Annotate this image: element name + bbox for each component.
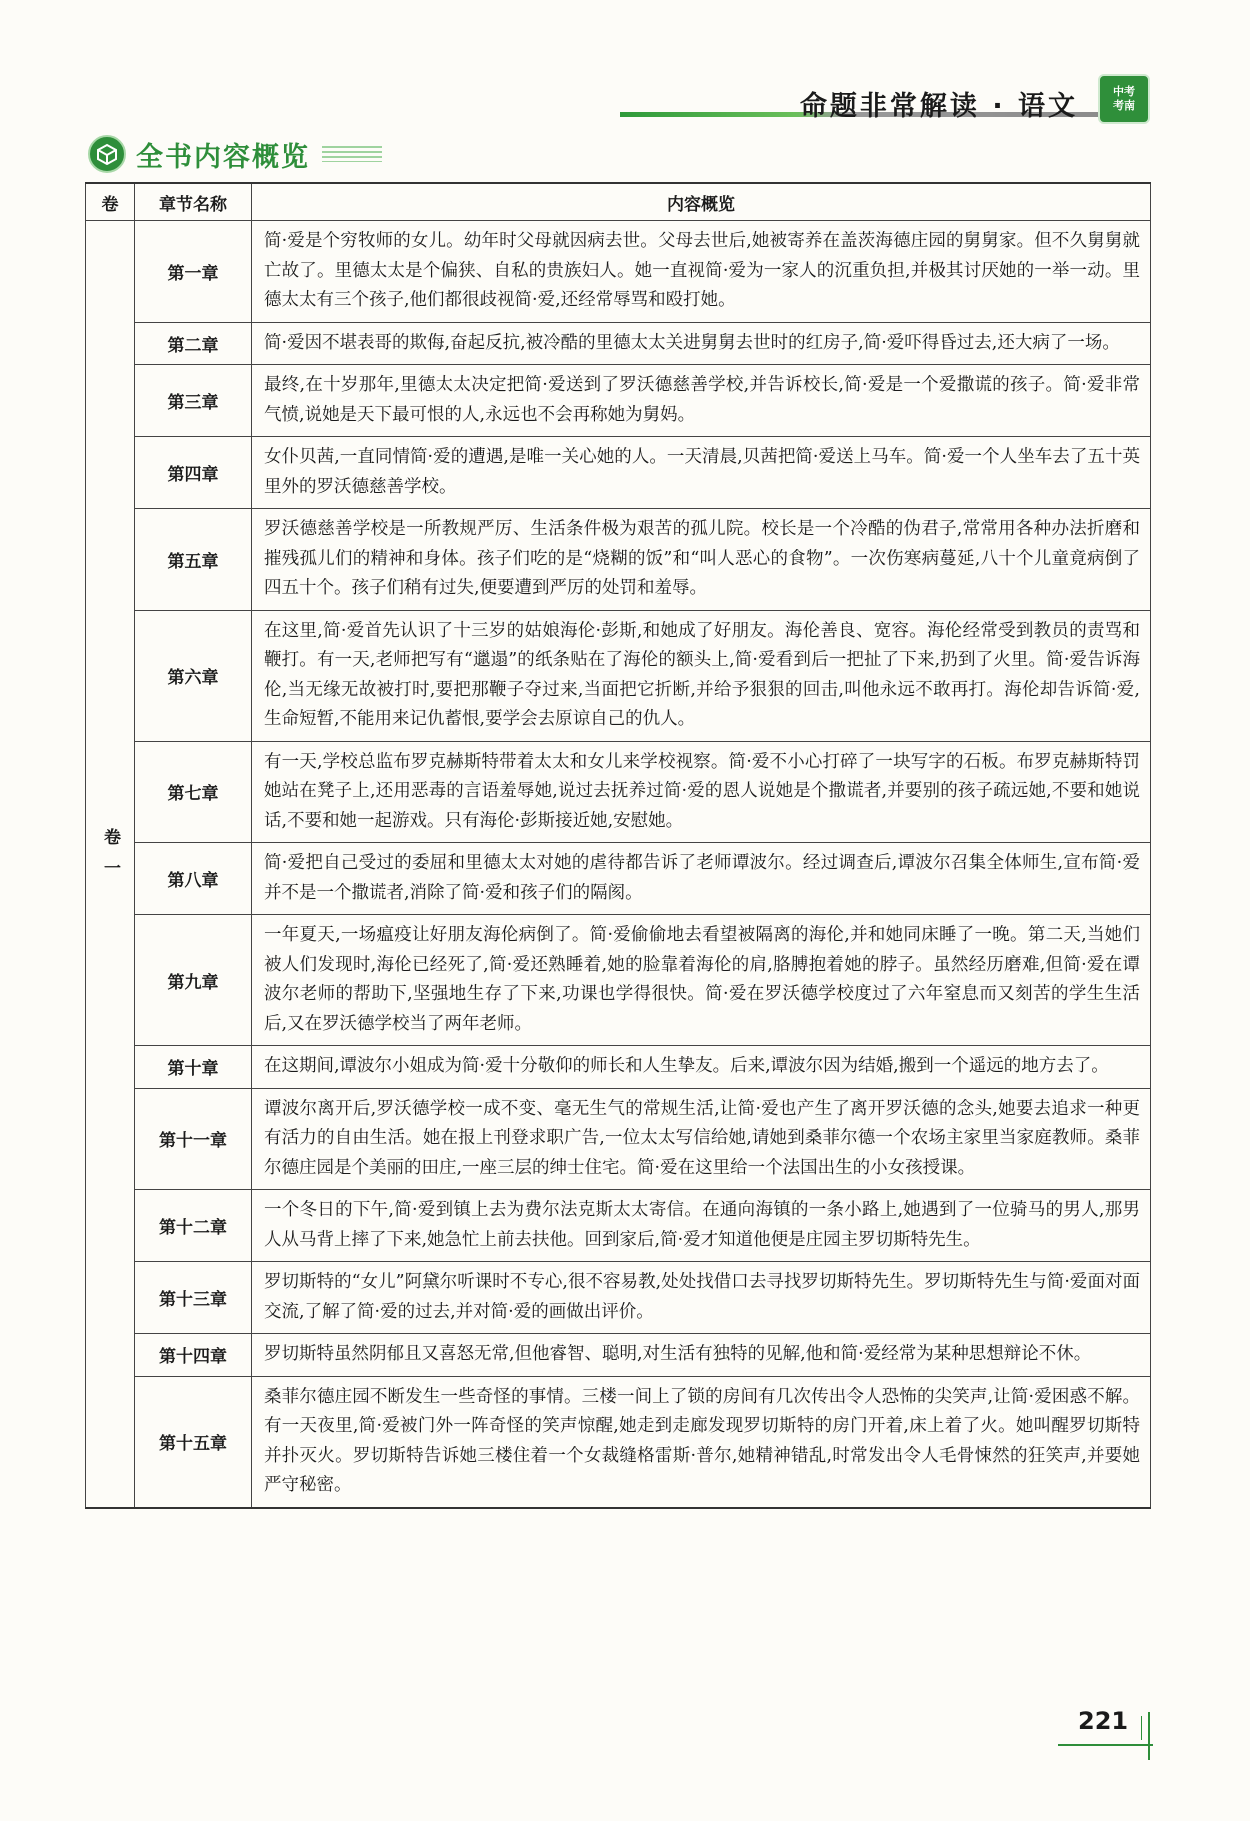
- chapter-summary: 简·爱因不堪表哥的欺侮,奋起反抗,被冷酷的里德太太关进舅舅去世时的红房子,简·爱吓得昏过去,还大病了一场。: [252, 322, 1151, 365]
- table-row: [86, 437, 1151, 509]
- volume-label: 卷一: [100, 827, 120, 890]
- section-decoration: [322, 146, 382, 162]
- table-row: [86, 843, 1151, 915]
- chapter-name: 第一章: [135, 221, 252, 323]
- chapter-summary: 女仆贝茜,一直同情简·爱的遭遇,是唯一关心她的人。一天清晨,贝茜把简·爱送上马车。简·爱一个人坐车去了五十英里外的罗沃德慈善学校。: [252, 437, 1151, 509]
- table-row: [86, 610, 1151, 741]
- chapter-name: 第十四章: [135, 1334, 252, 1377]
- book-title: 命题非常解读 · 语文: [799, 91, 1078, 122]
- table-row: [86, 1262, 1151, 1334]
- section-heading: [88, 134, 382, 174]
- chapter-name: 第十一章: [135, 1088, 252, 1190]
- running-header: [620, 74, 1150, 124]
- chapter-summary: 一个冬日的下午,简·爱到镇上去为费尔法克斯太太寄信。在通向海镇的一条小路上,她遇到了一位骑马的男人,那男人从马背上摔了下来,她急忙上前去扶他。回到家后,简·爱才知道他便是庄园主罗切斯特先生。: [252, 1190, 1151, 1262]
- chapter-name: 第四章: [135, 437, 252, 509]
- chapter-summary: 一年夏天,一场瘟疫让好朋友海伦病倒了。简·爱偷偷地去看望被隔离的海伦,并和她同床睡了一晚。第二天,当她们被人们发现时,海伦已经死了,简·爱还熟睡着,她的脸靠着海伦的肩,胳膊抱着她的脖子。虽然经历磨难,但简·爱在谭波尔老师的帮助下,坚强地生存了下来,功课也学得很快。简·爱在罗沃德学校度过了六年窒息而又刻苦的学生生活后,又在罗沃德学校当了两年老师。: [252, 915, 1151, 1046]
- table-row: [86, 509, 1151, 611]
- chapter-name: 第六章: [135, 610, 252, 741]
- chapter-summary: 谭波尔离开后,罗沃德学校一成不变、毫无生气的常规生活,让简·爱也产生了离开罗沃德的念头,她要去追求一种更有活力的自由生活。她在报上刊登求职广告,一位太太写信给她,请她到桑菲尔德一个农场主家里当家庭教师。桑菲尔德庄园是个美丽的田庄,一座三层的绅士住宅。简·爱在这里给一个法国出生的小女孩授课。: [252, 1088, 1151, 1190]
- page-rule-horizontal: [1058, 1744, 1153, 1746]
- table-header-row: [86, 183, 1151, 221]
- chapter-name: 第七章: [135, 741, 252, 843]
- chapter-name: 第十章: [135, 1046, 252, 1089]
- table-row: [86, 365, 1151, 437]
- chapter-name: 第九章: [135, 915, 252, 1046]
- chapter-summary: 简·爱是个穷牧师的女儿。幼年时父母就因病去世。父母去世后,她被寄养在盖茨海德庄园的舅舅家。但不久舅舅就亡故了。里德太太是个偏狭、自私的贵族妇人。她一直视简·爱为一家人的沉重负担,并极其讨厌她的一举一动。里德太太有三个孩子,他们都很歧视简·爱,还经常辱骂和殴打她。: [252, 221, 1151, 323]
- header-chapter: 章节名称: [135, 183, 252, 221]
- chapter-summary: 在这里,简·爱首先认识了十三岁的姑娘海伦·彭斯,和她成了好朋友。海伦善良、宽容。海伦经常受到教员的责骂和鞭打。有一天,老师把写有“邋遢”的纸条贴在了海伦的额头上,简·爱看到后一把扯了下来,扔到了火里。简·爱告诉海伦,当无缘无故被打时,要把那鞭子夺过来,当面把它折断,并给予狠狠的回击,叫他永远不敢再打。海伦却告诉简·爱,生命短暂,不能用来记仇蓄恨,要学会去原谅自己的仇人。: [252, 610, 1151, 741]
- table-row: [86, 1376, 1151, 1508]
- page-rule-vertical: [1148, 1712, 1150, 1760]
- chapter-name: 第五章: [135, 509, 252, 611]
- section-title: 全书内容概览: [136, 141, 310, 173]
- table-row: [86, 1088, 1151, 1190]
- chapter-name: 第十二章: [135, 1190, 252, 1262]
- volume-cell: [86, 221, 135, 1508]
- chapter-summary: 罗切斯特虽然阴郁且又喜怒无常,但他睿智、聪明,对生活有独特的见解,他和简·爱经常为某种思想辩论不休。: [252, 1334, 1151, 1377]
- page-rule-vertical-thin: [1141, 1716, 1142, 1740]
- header-volume: 卷: [86, 183, 135, 221]
- header-summary: 内容概览: [252, 183, 1151, 221]
- chapter-summary-table: [85, 182, 1151, 1509]
- chapter-name: 第八章: [135, 843, 252, 915]
- chapter-summary: 在这期间,谭波尔小姐成为简·爱十分敬仰的师长和人生挚友。后来,谭波尔因为结婚,搬到一个遥远的地方去了。: [252, 1046, 1151, 1089]
- chapter-summary: 罗切斯特的“女儿”阿黛尔听课时不专心,很不容易教,处处找借口去寻找罗切斯特先生。罗切斯特先生与简·爱面对面交流,了解了简·爱的过去,并对简·爱的画做出评价。: [252, 1262, 1151, 1334]
- table-row: [86, 1334, 1151, 1377]
- page-number: 221: [1078, 1707, 1129, 1735]
- series-logo: 中考 考南: [1098, 74, 1150, 124]
- table-row: [86, 1046, 1151, 1089]
- chapter-name: 第十五章: [135, 1376, 252, 1508]
- table-row: [86, 915, 1151, 1046]
- chapter-summary: 最终,在十岁那年,里德太太决定把简·爱送到了罗沃德慈善学校,并告诉校长,简·爱是一个爱撒谎的孩子。简·爱非常气愤,说她是天下最可恨的人,永远也不会再称她为舅妈。: [252, 365, 1151, 437]
- chapter-summary: 罗沃德慈善学校是一所教规严厉、生活条件极为艰苦的孤儿院。校长是一个冷酷的伪君子,常常用各种办法折磨和摧残孤儿们的精神和身体。孩子们吃的是“烧糊的饭”和“叫人恶心的食物”。一次伤寒病蔓延,八十个儿童竟病倒了四五十个。孩子们稍有过失,便要遭到严厉的处罚和羞辱。: [252, 509, 1151, 611]
- chapter-summary: 桑菲尔德庄园不断发生一些奇怪的事情。三楼一间上了锁的房间有几次传出令人恐怖的尖笑声,让简·爱困惑不解。有一天夜里,简·爱被门外一阵奇怪的笑声惊醒,她走到走廊发现罗切斯特的房门开着,床上着了火。她叫醒罗切斯特并扑灭火。罗切斯特告诉她三楼住着一个女裁缝格雷斯·普尔,她精神错乱,时常发出令人毛骨悚然的狂笑声,并要她严守秘密。: [252, 1376, 1151, 1508]
- table-row: [86, 1190, 1151, 1262]
- table-row: [86, 322, 1151, 365]
- chapter-summary: 简·爱把自己受过的委屈和里德太太对她的虐待都告诉了老师谭波尔。经过调查后,谭波尔召集全体师生,宣布简·爱并不是一个撒谎者,消除了简·爱和孩子们的隔阂。: [252, 843, 1151, 915]
- chapter-name: 第二章: [135, 322, 252, 365]
- chapter-name: 第三章: [135, 365, 252, 437]
- chapter-summary: 有一天,学校总监布罗克赫斯特带着太太和女儿来学校视察。简·爱不小心打碎了一块写字的石板。布罗克赫斯特罚她站在凳子上,还用恶毒的言语羞辱她,说过去抚养过简·爱的恩人说她是个撒谎者,并要别的孩子疏远她,不要和她说话,不要和她一起游戏。只有海伦·彭斯接近她,安慰她。: [252, 741, 1151, 843]
- chapter-name: 第十三章: [135, 1262, 252, 1334]
- table-row: [86, 741, 1151, 843]
- table-row: [86, 221, 1151, 323]
- book-icon: [88, 135, 126, 173]
